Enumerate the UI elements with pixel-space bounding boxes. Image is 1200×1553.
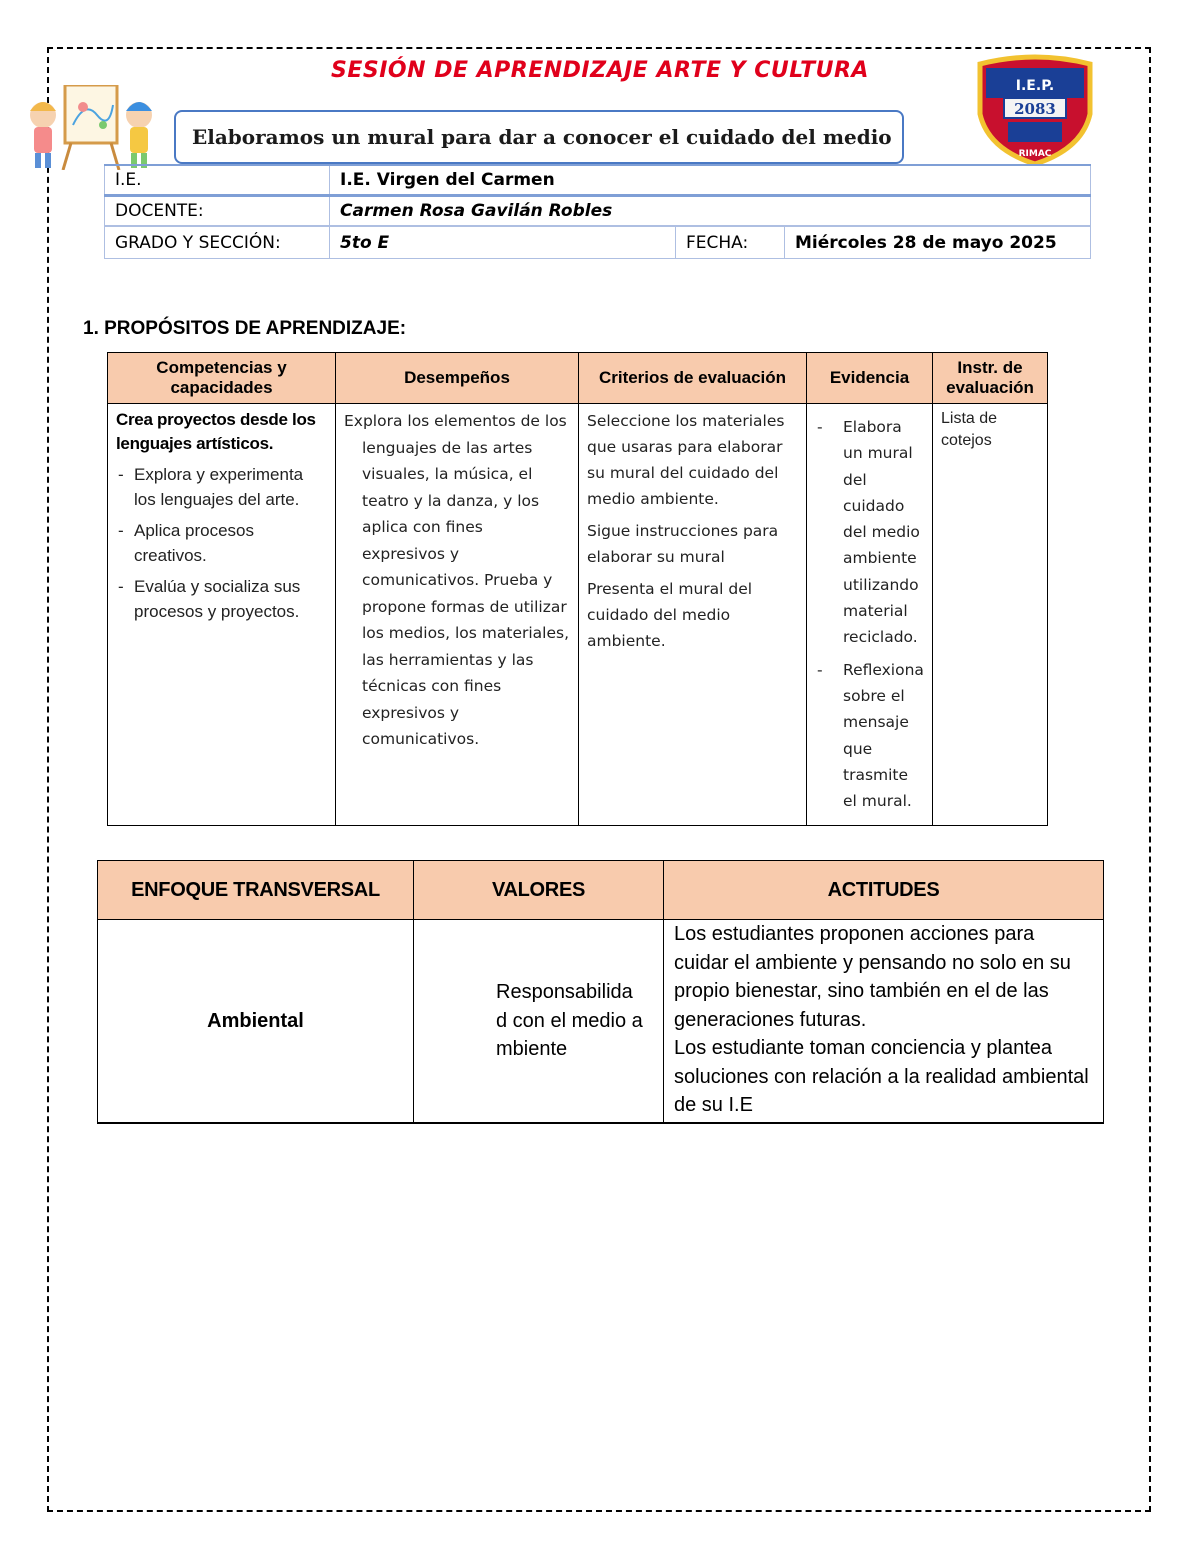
header-evidencia: Evidencia (807, 353, 933, 404)
desempeno-text: Explora los elementos de los lenguajes de las artes visuales, la música, el teatro y la danza, y los aplica con fines expresivos y comunicativos. Prueba y propone formas de utilizar los medios, los materiales, las herramientas y las técnicas con fines expresivos y comunicativos. (344, 412, 570, 748)
header-enfoque: ENFOQUE TRANSVERSAL (98, 861, 414, 920)
ie-value: I.E. Virgen del Carmen (330, 165, 1091, 196)
valor-value: Responsabilidad con el medio ambiente (414, 920, 664, 1124)
docente-value: Carmen Rosa Gavilán Robles (330, 196, 1091, 227)
school-crest-logo (972, 54, 1098, 166)
kids-painting-illustration (25, 85, 160, 170)
criterio-item: Presenta el mural del cuidado del medio ambiente. (587, 580, 753, 650)
evidencia-item: - Elabora un mural del cuidado del medio ambiente utilizando material reciclado. (815, 414, 924, 651)
enfoque-value: Ambiental (98, 920, 414, 1124)
header-instrumento: Instr. de evaluación (933, 353, 1048, 404)
competencia-title: Crea proyectos desde los lenguajes artísticos. (116, 410, 316, 453)
desempenos-cell (336, 404, 579, 826)
actitudes-cell (664, 920, 1104, 1124)
session-subtitle: Elaboramos un mural para dar a conocer el cuidado del medio (174, 110, 904, 164)
page-title: SESIÓN DE APRENDIZAJE ARTE Y CULTURA (331, 58, 869, 83)
grado-label: GRADO Y SECCIÓN: (105, 226, 330, 259)
actitud-item: Los estudiantes proponen acciones para cuidar el ambiente y pensando no solo en su propio bienestar, sino también en el de las generaciones futuras. (674, 923, 1071, 1031)
fecha-label: FECHA: (676, 226, 785, 259)
section-title-purposes: 1. PROPÓSITOS DE APRENDIZAJE: (83, 318, 407, 339)
svg-text:I.E.P.: I.E.P. (1015, 78, 1055, 94)
purposes-table (107, 352, 1048, 826)
header-actitudes: ACTITUDES (664, 861, 1104, 920)
transversal-table (97, 860, 1104, 1124)
actitud-item: Los estudiante toman conciencia y plantea soluciones con relación a la realidad ambiental de su I.E (674, 1037, 1089, 1116)
fecha-value: Miércoles 28 de mayo 2025 (785, 226, 1091, 259)
header-valores: VALORES (414, 861, 664, 920)
grado-value: 5to E (330, 226, 676, 259)
capacidad-item: - Explora y experimenta los lenguajes del arte. (116, 462, 327, 512)
capacidad-item: - Aplica procesos creativos. (116, 518, 327, 568)
ie-label: I.E. (105, 165, 330, 196)
info-table (104, 164, 1091, 259)
competencias-cell (108, 404, 336, 826)
header-criterios: Criterios de evaluación (579, 353, 807, 404)
svg-text:2083: 2083 (1014, 100, 1056, 118)
header-competencias: Competencias y capacidades (108, 353, 336, 404)
capacidad-item: - Evalúa y socializa sus procesos y proyectos. (116, 574, 327, 624)
evidencia-cell (807, 404, 933, 826)
criterio-item: Sigue instrucciones para elaborar su mural (587, 522, 779, 566)
svg-text:RIMAC: RIMAC (1018, 149, 1052, 159)
criterio-item: Seleccione los materiales que usaras para elaborar su mural del cuidado del medio ambiente. (587, 412, 785, 508)
instrumento-cell (933, 404, 1048, 826)
docente-label: DOCENTE: (105, 196, 330, 227)
header-desempenos: Desempeños (336, 353, 579, 404)
evidencia-item: - Reflexiona sobre el mensaje que trasmite el mural. (815, 657, 924, 815)
criterios-cell (579, 404, 807, 826)
instrumento-text: Lista de cotejos (941, 410, 998, 449)
